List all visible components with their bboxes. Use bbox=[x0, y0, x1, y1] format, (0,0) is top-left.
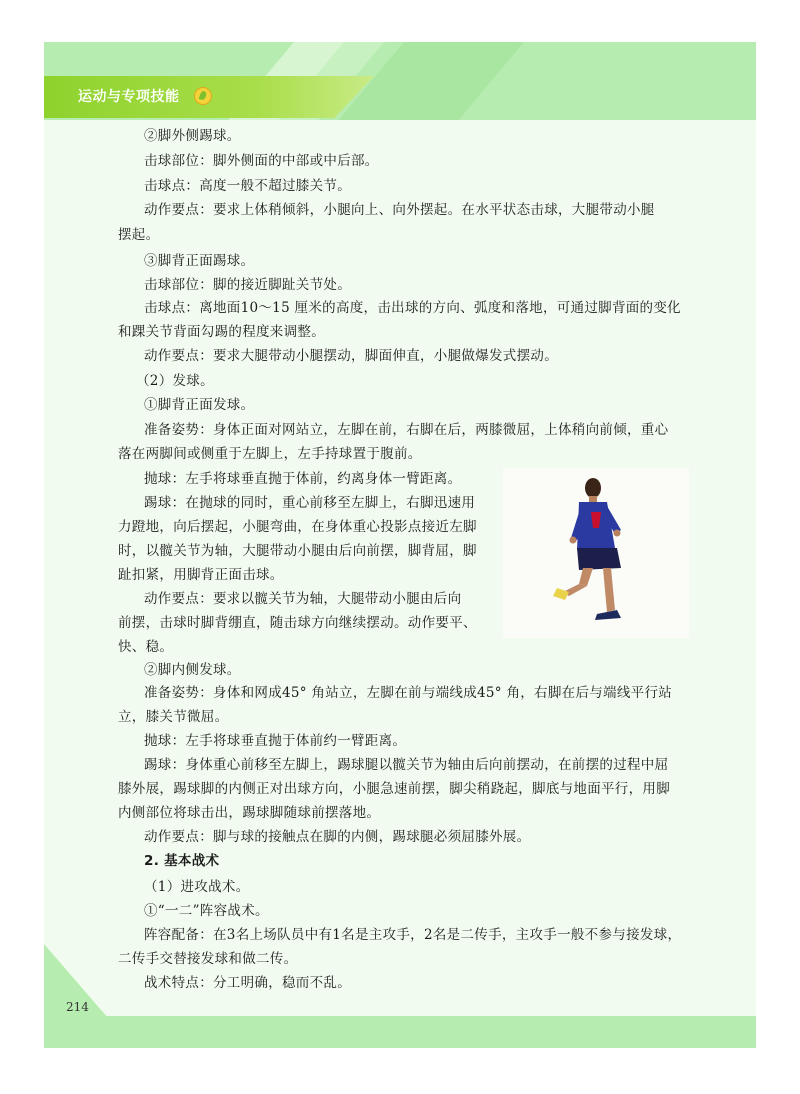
page-number: 214 bbox=[66, 1000, 89, 1014]
body-line: 踢球：在抛球的同时，重心前移至左脚上，右脚迅速用 bbox=[144, 495, 476, 511]
body-line: 膝外展，踢球脚的内侧正对出球方向，小腿急速前摆，脚尖稍跷起，脚底与地面平行，用脚 bbox=[118, 781, 670, 797]
leaf-icon bbox=[194, 87, 212, 105]
body-line: 抛球：左手将球垂直抛于体前，约离身体一臂距离。 bbox=[144, 471, 462, 487]
body-line: 阵容配备：在3名上场队员中有1名是主攻手，2名是二传手，主攻手一般不参与接发球， bbox=[144, 927, 682, 943]
kick-serve-photo bbox=[503, 468, 689, 638]
body-line: 落在两脚间或侧重于左脚上，左手持球置于腹前。 bbox=[118, 446, 422, 462]
body-line: 力蹬地，向后摆起，小腿弯曲，在身体重心投影点接近左脚 bbox=[118, 519, 477, 535]
body-line: 二传手交替接发球和做二传。 bbox=[118, 951, 298, 967]
body-line: 内侧部位将球击出，踢球脚随球前摆落地。 bbox=[118, 805, 381, 821]
body-line: 动作要点：要求大腿带动小腿摆动，脚面伸直，小腿做爆发式摆动。 bbox=[144, 348, 558, 364]
body-line: ①脚背正面发球。 bbox=[144, 397, 255, 413]
body-line: 击球部位：脚的接近脚趾关节处。 bbox=[144, 277, 351, 293]
body-line: ②脚外侧踢球。 bbox=[144, 128, 241, 144]
body-line: 击球点：高度一般不超过膝关节。 bbox=[144, 178, 351, 194]
body-line: 动作要点：要求以髋关节为轴，大腿带动小腿由后向 bbox=[144, 591, 462, 607]
body-line: 时，以髋关节为轴，大腿带动小腿由后向前摆，脚背屈，脚 bbox=[118, 543, 477, 559]
body-line: 动作要点：脚与球的接触点在脚的内侧，踢球腿必须屈膝外展。 bbox=[144, 829, 531, 845]
body-line: （1）进攻战术。 bbox=[144, 879, 250, 895]
section-heading: 2. 基本战术 bbox=[144, 853, 220, 869]
body-line: 踢球：身体重心前移至左脚上，踢球腿以髋关节为轴由后向前摆动，在前摆的过程中屈 bbox=[144, 757, 669, 773]
body-line: （2）发球。 bbox=[136, 373, 214, 389]
body-line: 抛球：左手将球垂直抛于体前约一臂距离。 bbox=[144, 733, 407, 749]
body-line: ③脚背正面踢球。 bbox=[144, 253, 255, 269]
body-line: 准备姿势：身体和网成45° 角站立，左脚在前与端线成45° 角，右脚在后与端线平行站 bbox=[144, 685, 673, 701]
section-title: 运动与专项技能 bbox=[78, 89, 180, 105]
body-line: 立，膝关节微屈。 bbox=[118, 709, 229, 725]
body-line: 和踝关节背面勾踢的程度来调整。 bbox=[118, 324, 325, 340]
body-line: ②脚内侧发球。 bbox=[144, 662, 241, 678]
body-line: ①“一二”阵容战术。 bbox=[144, 903, 269, 919]
footer-band bbox=[44, 1016, 756, 1048]
body-line: 击球部位：脚外侧面的中部或中后部。 bbox=[144, 153, 379, 169]
body-line: 前摆，击球时脚背绷直，随击球方向继续摆动。动作要平、 bbox=[118, 615, 477, 631]
body-line: 准备姿势：身体正面对网站立，左脚在前，右脚在后，两膝微屈，上体稍向前倾，重心 bbox=[144, 422, 669, 438]
body-line: 击球点：离地面10～15 厘米的高度，击出球的方向、弧度和落地，可通过脚背面的变化 bbox=[144, 300, 681, 316]
body-line: 快、稳。 bbox=[118, 639, 174, 655]
body-line: 战术特点：分工明确，稳而不乱。 bbox=[144, 975, 351, 991]
body-line: 摆起。 bbox=[118, 227, 160, 243]
body-line: 趾扣紧，用脚背正面击球。 bbox=[118, 567, 284, 583]
body-line: 动作要点：要求上体稍倾斜，小腿向上、向外摆起。在水平状态击球，大腿带动小腿 bbox=[144, 202, 655, 218]
